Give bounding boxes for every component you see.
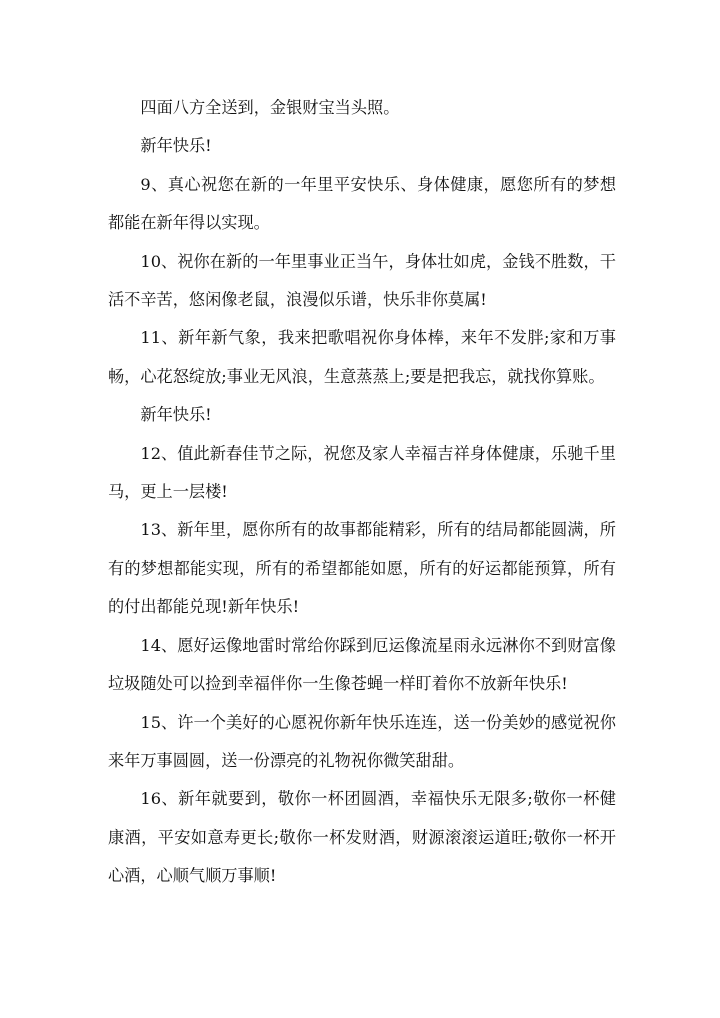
paragraph: 16、新年就要到，敬你一杯团圆酒，幸福快乐无限多;敬你一杯健康酒，平安如意寿更长;敬你一杯发财酒，财源滚滚运道旺;敬你一杯开心酒，心顺气顺万事顺! — [108, 789, 616, 886]
paragraph: 11、新年新气象，我来把歌唱祝你身体棒，来年不发胖;家和万事畅，心花怒绽放;事业无风浪，生意蒸蒸上;要是把我忘，就找你算账。 — [108, 328, 616, 386]
paragraph: 四面八方全送到，金银财宝当头照。 — [140, 98, 400, 117]
paragraph: 13、新年里，愿你所有的故事都能精彩，所有的结局都能圆满，所有的梦想都能实现，所有的希望都能如愿，所有的好运都能预算，所有的付出都能兑现!新年快乐! — [108, 520, 616, 617]
paragraph: 15、许一个美好的心愿祝你新年快乐连连，送一份美妙的感觉祝你来年万事圆圆，送一份漂亮的礼物祝你微笑甜甜。 — [108, 712, 616, 770]
document-body — [108, 89, 616, 896]
paragraph: 10、祝你在新的一年里事业正当午，身体壮如虎，金钱不胜数，干活不辛苦，悠闲像老鼠，浪漫似乐谱，快乐非你莫属! — [108, 251, 616, 310]
paragraph: 新年快乐! — [140, 405, 212, 425]
paragraph: 9、真心祝您在新的一年里平安快乐、身体健康，愿您所有的梦想都能在新年得以实现。 — [108, 174, 616, 233]
paragraph: 12、值此新春佳节之际，祝您及家人幸福吉祥身体健康，乐驰千里马，更上一层楼! — [108, 443, 616, 502]
paragraph: 14、愿好运像地雷时常给你踩到厄运像流星雨永远淋你不到财富像垃圾随处可以捡到幸福伴你一生像苍蝇一样盯着你不放新年快乐! — [108, 635, 616, 694]
paragraph: 新年快乐! — [140, 136, 212, 156]
